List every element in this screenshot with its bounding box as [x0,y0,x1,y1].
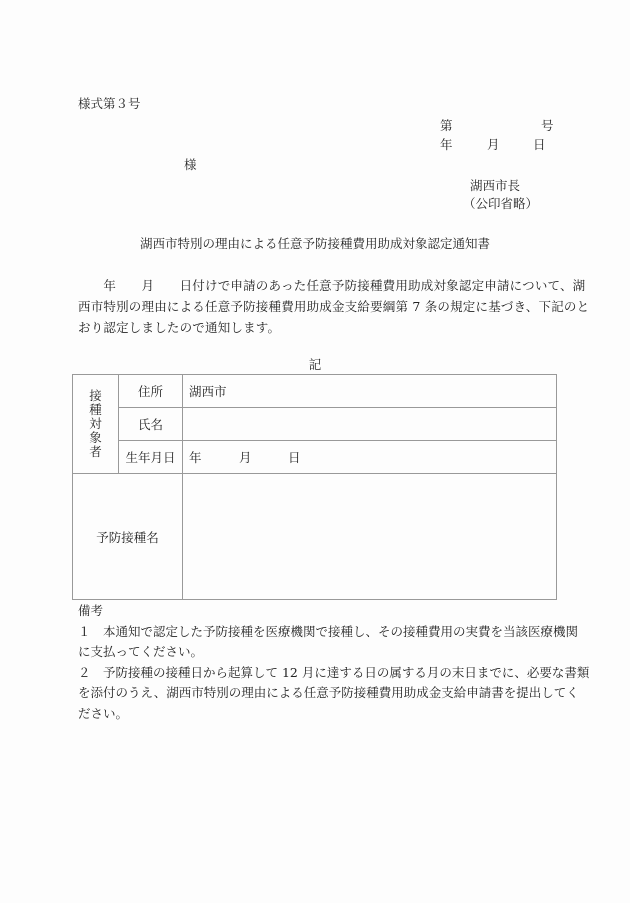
recipient-group-label: 接 種 対 象 者 [73,375,119,474]
name-label: 氏名 [119,408,183,441]
note-line: を添付のうえ、湖西市特別の理由による任意予防接種費用助成金支給申請書を提出してく [78,685,579,700]
body-line: 西市特別の理由による任意予防接種費用助成金支給要綱第 7 条の規定に基づき、下記のと [78,299,590,314]
table-row [73,474,557,600]
recipient-table [72,374,557,600]
address-label: 住所 [119,375,183,408]
table-row [73,441,557,474]
vaccination-name-field[interactable] [183,474,557,600]
body-line: おり認定しましたので通知します。 [78,320,281,335]
issuer: 湖西市長 [470,178,521,193]
notes-section [78,601,590,724]
reference-prefix: 第 [440,118,453,133]
table-row [73,408,557,441]
body-line: 年 月 日付けで申請のあった任意予防接種費用助成対象認定申請について、湖 [78,278,586,293]
note-line: １ 本通知で認定した予防接種を医療機関で接種し、その接種費用の実費を当該医療機関 [78,623,579,639]
birthdate-field[interactable] [183,441,557,474]
issue-date-month: 月 [487,137,500,152]
note-line: ださい。 [78,705,129,721]
reference-suffix: 号 [541,118,554,133]
birthdate-year: 年 [189,450,202,465]
birthdate-label: 生年月日 [119,441,183,474]
recipient-honorific: 様 [184,157,197,172]
name-field[interactable] [183,408,557,441]
vaccination-name-label: 予防接種名 [73,474,183,600]
issue-date-year: 年 [440,137,453,152]
issue-date-day: 日 [533,137,546,152]
ki-heading: 記 [308,357,322,372]
birthdate-day: 日 [287,450,301,465]
table-row [73,375,557,408]
notes-heading: 備考 [78,603,104,618]
note-line: ２ 予防接種の接種日から起算して 12 月に達する日の属する月の末日までに、必要な書類 [78,664,590,680]
seal-note: （公印省略） [463,196,539,211]
body-paragraph [78,275,590,338]
form-number: 様式第３号 [78,96,141,111]
document-title: 湖西市特別の理由による任意予防接種費用助成対象認定通知書 [139,236,490,251]
birthdate-month: 月 [238,450,252,465]
note-line: に支払ってください。 [78,644,204,659]
address-field[interactable]: 湖西市 [183,375,557,408]
